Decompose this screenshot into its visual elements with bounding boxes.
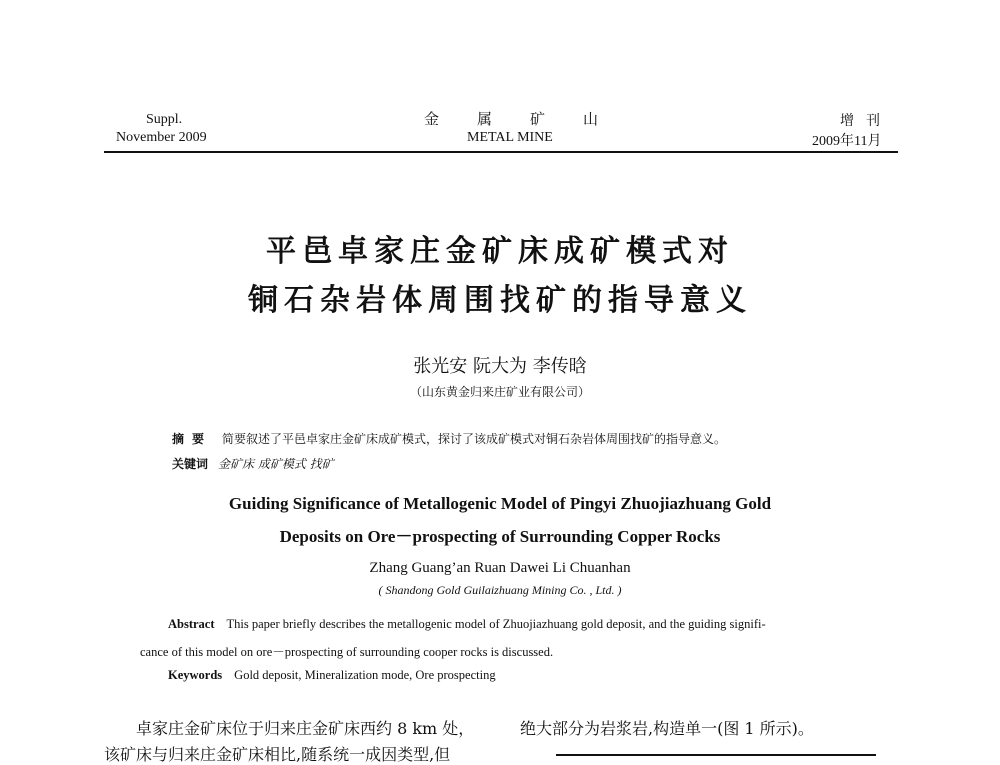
header-right-top: 增刊 xyxy=(840,114,892,129)
header-journal-en: METAL MINE xyxy=(467,130,553,145)
body-left-line-1: 卓家庄金矿床位于归来庄金矿床西约 8 km 处， xyxy=(136,719,475,738)
keywords-en-text: Gold deposit, Mineralization mode, Ore prospecting xyxy=(234,668,496,682)
title-line-2: 铜石杂岩体周围找矿的指导意义 xyxy=(248,283,752,318)
keywords-cn-label: 关键词 xyxy=(172,457,209,471)
abstract-cn-text: 简要叙述了平邑卓家庄金矿床成矿模式，探讨了该成矿模式对铜石杂岩体周围找矿的指导意义。 xyxy=(222,432,727,446)
authors-en: Zhang Guang’an Ruan Dawei Li Chuanhan xyxy=(369,560,631,576)
abstract-en-line-1 xyxy=(168,617,888,632)
en-title-line-1: Guiding Significance of Metallogenic Model of Pingyi Zhuojiazhuang Gold xyxy=(228,494,772,513)
header-left-bottom: November 2009 xyxy=(116,130,207,145)
keywords-en-label: Keywords xyxy=(168,668,223,682)
abstract-en-line-2: cance of this model on ore－prospecting of surrounding cooper rocks is discussed. xyxy=(140,645,554,659)
keywords-en xyxy=(168,668,888,683)
affiliation-cn: （山东黄金归来庄矿业有限公司） xyxy=(409,385,590,399)
abstract-en-text-1: This paper briefly describes the metallogenic model of Zhuojiazhuang gold deposit, and the guiding signifi- xyxy=(226,617,766,631)
header-journal-cn: 金属矿山 xyxy=(424,112,637,128)
abstract-en-label: Abstract xyxy=(168,617,215,631)
figure-top-rule xyxy=(556,754,876,756)
authors-cn: 张光安 阮大为 李传晗 xyxy=(413,356,587,377)
abstract-cn-label: 摘要 xyxy=(172,432,213,446)
keywords-cn-text: 金矿床 成矿模式 找矿 xyxy=(218,457,334,471)
body-right-line-1: 绝大部分为岩浆岩,构造单一(图 1 所示)。 xyxy=(520,719,814,738)
abstract-cn xyxy=(172,430,892,447)
body-left-line-2: 该矿床与归来庄金矿床相比,随系统一成因类型,但 xyxy=(104,745,451,764)
header-rule xyxy=(104,151,898,153)
header-right-bottom: 2009年11月 xyxy=(812,134,882,149)
title-line-1: 平邑卓家庄金矿床成矿模式对 xyxy=(266,234,734,269)
affiliation-en: ( Shandong Gold Guilaizhuang Mining Co. , Ltd. ) xyxy=(378,583,622,597)
header-left-top: Suppl. xyxy=(146,112,183,127)
keywords-cn xyxy=(172,455,892,472)
en-title-line-2: Deposits on Ore－prospecting of Surrounding Copper Rocks xyxy=(279,527,721,546)
